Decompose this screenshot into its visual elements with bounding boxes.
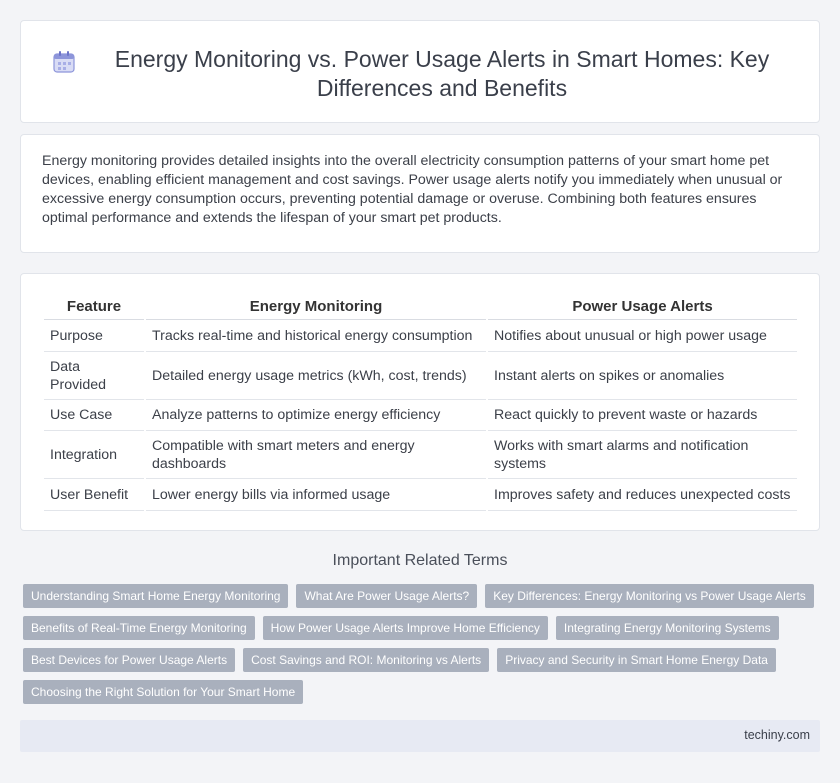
related-tag[interactable]: Best Devices for Power Usage Alerts — [23, 648, 235, 672]
row-feature: User Benefit — [44, 479, 144, 511]
row-energy-monitoring: Analyze patterns to optimize energy efficiency — [146, 400, 486, 431]
comparison-table — [42, 294, 799, 511]
header-power-usage-alerts: Power Usage Alerts — [488, 294, 797, 320]
page-title: Energy Monitoring vs. Power Usage Alerts in Smart Homes: Key Differences and Benefits — [114, 46, 770, 101]
row-power-usage-alerts: React quickly to prevent waste or hazards — [488, 400, 797, 431]
row-power-usage-alerts: Works with smart alarms and notification systems — [488, 431, 797, 479]
row-feature: Data Provided — [44, 352, 144, 400]
header-energy-monitoring: Energy Monitoring — [146, 294, 486, 320]
row-energy-monitoring: Compatible with smart meters and energy dashboards — [146, 431, 486, 479]
related-tag[interactable]: What Are Power Usage Alerts? — [296, 584, 477, 608]
row-energy-monitoring: Detailed energy usage metrics (kWh, cost, trends) — [146, 352, 486, 400]
calendar-icon — [51, 49, 77, 75]
row-power-usage-alerts: Notifies about unusual or high power usage — [488, 320, 797, 352]
footer — [20, 720, 820, 752]
row-power-usage-alerts: Improves safety and reduces unexpected costs — [488, 479, 797, 511]
row-feature: Purpose — [44, 320, 144, 352]
table-row — [44, 431, 797, 479]
related-tag[interactable]: How Power Usage Alerts Improve Home Efficiency — [263, 616, 548, 640]
row-feature: Use Case — [44, 400, 144, 431]
intro-paragraph: Energy monitoring provides detailed insights into the overall electricity consumption patterns of your smart home pet devices, enabling efficient management and cost savings. Power usage alerts notify you immediately when unusual or excessive energy consumption occurs, preventing potential damage or overuse. Combining both features ensures optimal performance and extends the lifespan of your smart pet products. — [42, 153, 783, 226]
table-row — [44, 320, 797, 352]
related-tag[interactable]: Cost Savings and ROI: Monitoring vs Alerts — [243, 648, 489, 672]
related-tags — [23, 584, 823, 704]
table-row — [44, 400, 797, 431]
row-energy-monitoring: Tracks real-time and historical energy consumption — [146, 320, 486, 352]
table-header-row — [44, 294, 797, 320]
header-feature: Feature — [44, 294, 144, 320]
row-power-usage-alerts: Instant alerts on spikes or anomalies — [488, 352, 797, 400]
related-tag[interactable]: Choosing the Right Solution for Your Smart Home — [23, 680, 303, 704]
related-tag[interactable]: Key Differences: Energy Monitoring vs Power Usage Alerts — [485, 584, 814, 608]
comparison-table-card — [20, 273, 820, 531]
table-row — [44, 352, 797, 400]
related-terms-title: Important Related Terms — [332, 552, 508, 569]
title-card — [20, 20, 820, 123]
table-row — [44, 479, 797, 511]
related-tag[interactable]: Benefits of Real-Time Energy Monitoring — [23, 616, 255, 640]
related-tag[interactable]: Integrating Energy Monitoring Systems — [556, 616, 779, 640]
related-tag[interactable]: Understanding Smart Home Energy Monitoring — [23, 584, 288, 608]
intro-card — [20, 134, 820, 253]
row-feature: Integration — [44, 431, 144, 479]
related-tag[interactable]: Privacy and Security in Smart Home Energy Data — [497, 648, 776, 672]
row-energy-monitoring: Lower energy bills via informed usage — [146, 479, 486, 511]
footer-site[interactable]: techiny.com — [744, 728, 810, 742]
